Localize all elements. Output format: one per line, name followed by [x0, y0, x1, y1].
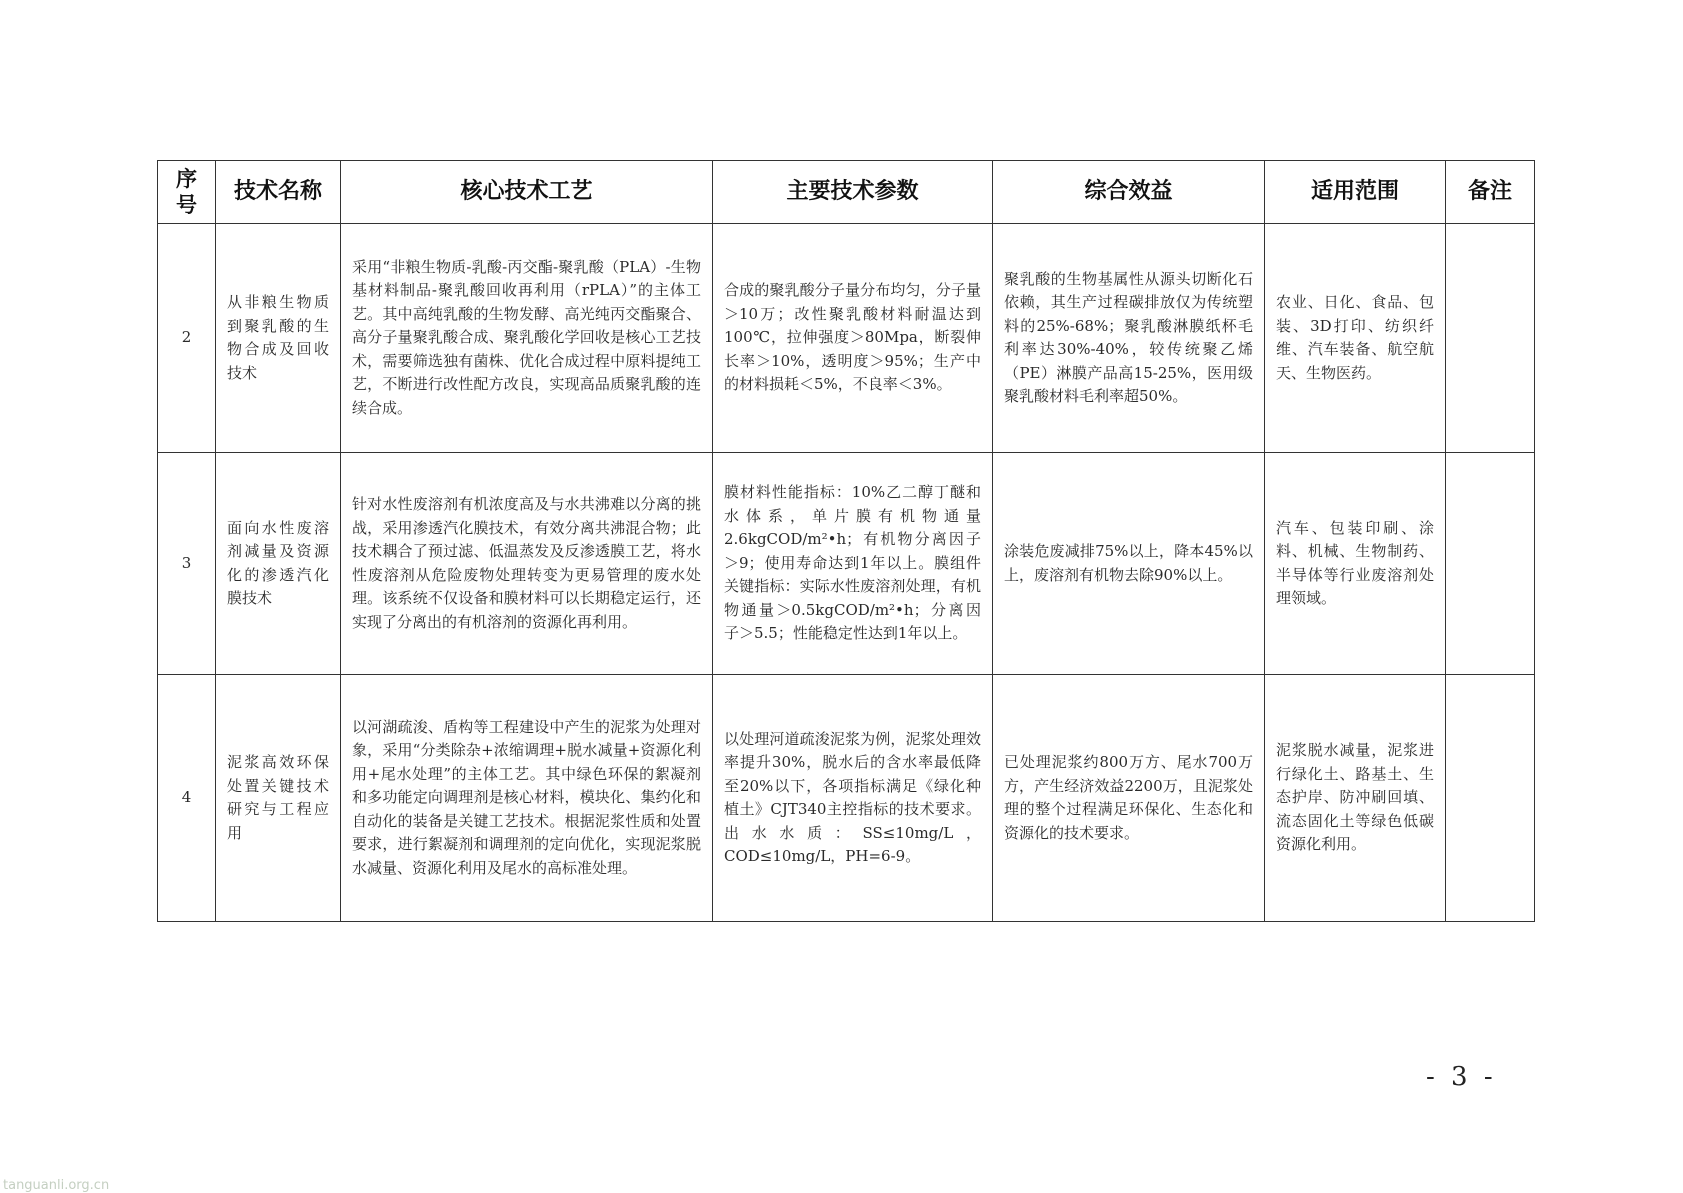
watermark: tanguanli.org.cn: [3, 1178, 110, 1193]
remark-cell: [1446, 675, 1535, 922]
table-header-row: [158, 161, 1535, 224]
main-params-cell: 膜材料性能指标：10%乙二醇丁醚和水体系，单片膜有机物通量2.6kgCOD/m²•h；有机物分离因子＞9；使用寿命达到1年以上。膜组件关键指标：实际水性废溶剂处理，有机物通量＞0.5kgCOD/m²•h；分离因子＞5.5；性能稳定性达到1年以上。: [713, 453, 993, 675]
scope-cell: 泥浆脱水减量，泥浆进行绿化土、路基土、生态护岸、防冲刷回填、流态固化土等绿色低碳资源化利用。: [1265, 675, 1446, 922]
scope-cell: 农业、日化、食品、包装、3D打印、纺织纤维、汽车装备、航空航天、生物医药。: [1265, 224, 1446, 453]
core-process-cell: 采用“非粮生物质-乳酸-丙交酯-聚乳酸（PLA）-生物基材料制品-聚乳酸回收再利用（rPLA）”的主体工艺。其中高纯乳酸的生物发酵、高光纯丙交酯聚合、高分子量聚乳酸合成、聚乳酸化学回收是核心工艺技术，需要筛选独有菌株、优化合成过程中原料提纯工艺，不断进行改性配方改良，实现高品质聚乳酸的连续合成。: [341, 224, 713, 453]
page-number: - 3 -: [1426, 1062, 1497, 1092]
table-row: [158, 453, 1535, 675]
remark-cell: [1446, 224, 1535, 453]
benefits-cell: 涂装危废减排75%以上，降本45%以上，废溶剂有机物去除90%以上。: [993, 453, 1265, 675]
header-remark: 备注: [1446, 161, 1535, 224]
row-index: 3: [158, 453, 216, 675]
main-params-cell: 以处理河道疏浚泥浆为例，泥浆处理效率提升30%，脱水后的含水率最低降至20%以下，各项指标满足《绿化种植土》CJT340主控指标的技术要求。出水水质：SS≤10mg/L，COD≤10mg/L，PH=6-9。: [713, 675, 993, 922]
header-index: 序号: [158, 161, 216, 224]
benefits-cell: 聚乳酸的生物基属性从源头切断化石依赖，其生产过程碳排放仅为传统塑料的25%-68%；聚乳酸淋膜纸杯毛利率达30%-40%，较传统聚乙烯（PE）淋膜产品高15-25%，医用级聚乳酸材料毛利率超50%。: [993, 224, 1265, 453]
header-tech-name: 技术名称: [216, 161, 341, 224]
main-params-cell: 合成的聚乳酸分子量分布均匀，分子量＞10万；改性聚乳酸材料耐温达到100℃，拉伸强度＞80Mpa，断裂伸长率＞10%，透明度＞95%；生产中的材料损耗＜5%，不良率＜3%。: [713, 224, 993, 453]
table-row: [158, 224, 1535, 453]
header-main-params: 主要技术参数: [713, 161, 993, 224]
header-scope: 适用范围: [1265, 161, 1446, 224]
benefits-cell: 已处理泥浆约800万方、尾水700万方，产生经济效益2200万，且泥浆处理的整个过程满足环保化、生态化和资源化的技术要求。: [993, 675, 1265, 922]
scope-cell: 汽车、包装印刷、涂料、机械、生物制药、半导体等行业废溶剂处理领域。: [1265, 453, 1446, 675]
header-benefits: 综合效益: [993, 161, 1265, 224]
row-index: 2: [158, 224, 216, 453]
remark-cell: [1446, 453, 1535, 675]
tech-name-cell: 泥浆高效环保处置关键技术研究与工程应用: [216, 675, 341, 922]
core-process-cell: 以河湖疏浚、盾构等工程建设中产生的泥浆为处理对象，采用“分类除杂+浓缩调理+脱水减量+资源化利用+尾水处理”的主体工艺。其中绿色环保的絮凝剂和多功能定向调理剂是核心材料，模块化、集约化和自动化的装备是关键工艺技术。根据泥浆性质和处置要求，进行絮凝剂和调理剂的定向优化，实现泥浆脱水减量、资源化利用及尾水的高标准处理。: [341, 675, 713, 922]
core-process-cell: 针对水性废溶剂有机浓度高及与水共沸难以分离的挑战，采用渗透汽化膜技术，有效分离共沸混合物；此技术耦合了预过滤、低温蒸发及反渗透膜工艺，将水性废溶剂从危险废物处理转变为更易管理的废水处理。该系统不仅设备和膜材料可以长期稳定运行，还实现了分离出的有机溶剂的资源化再利用。: [341, 453, 713, 675]
tech-name-cell: 面向水性废溶剂减量及资源化的渗透汽化膜技术: [216, 453, 341, 675]
row-index: 4: [158, 675, 216, 922]
tech-name-cell: 从非粮生物质到聚乳酸的生物合成及回收技术: [216, 224, 341, 453]
header-core-process: 核心技术工艺: [341, 161, 713, 224]
table-row: [158, 675, 1535, 922]
technology-table: [157, 160, 1535, 922]
